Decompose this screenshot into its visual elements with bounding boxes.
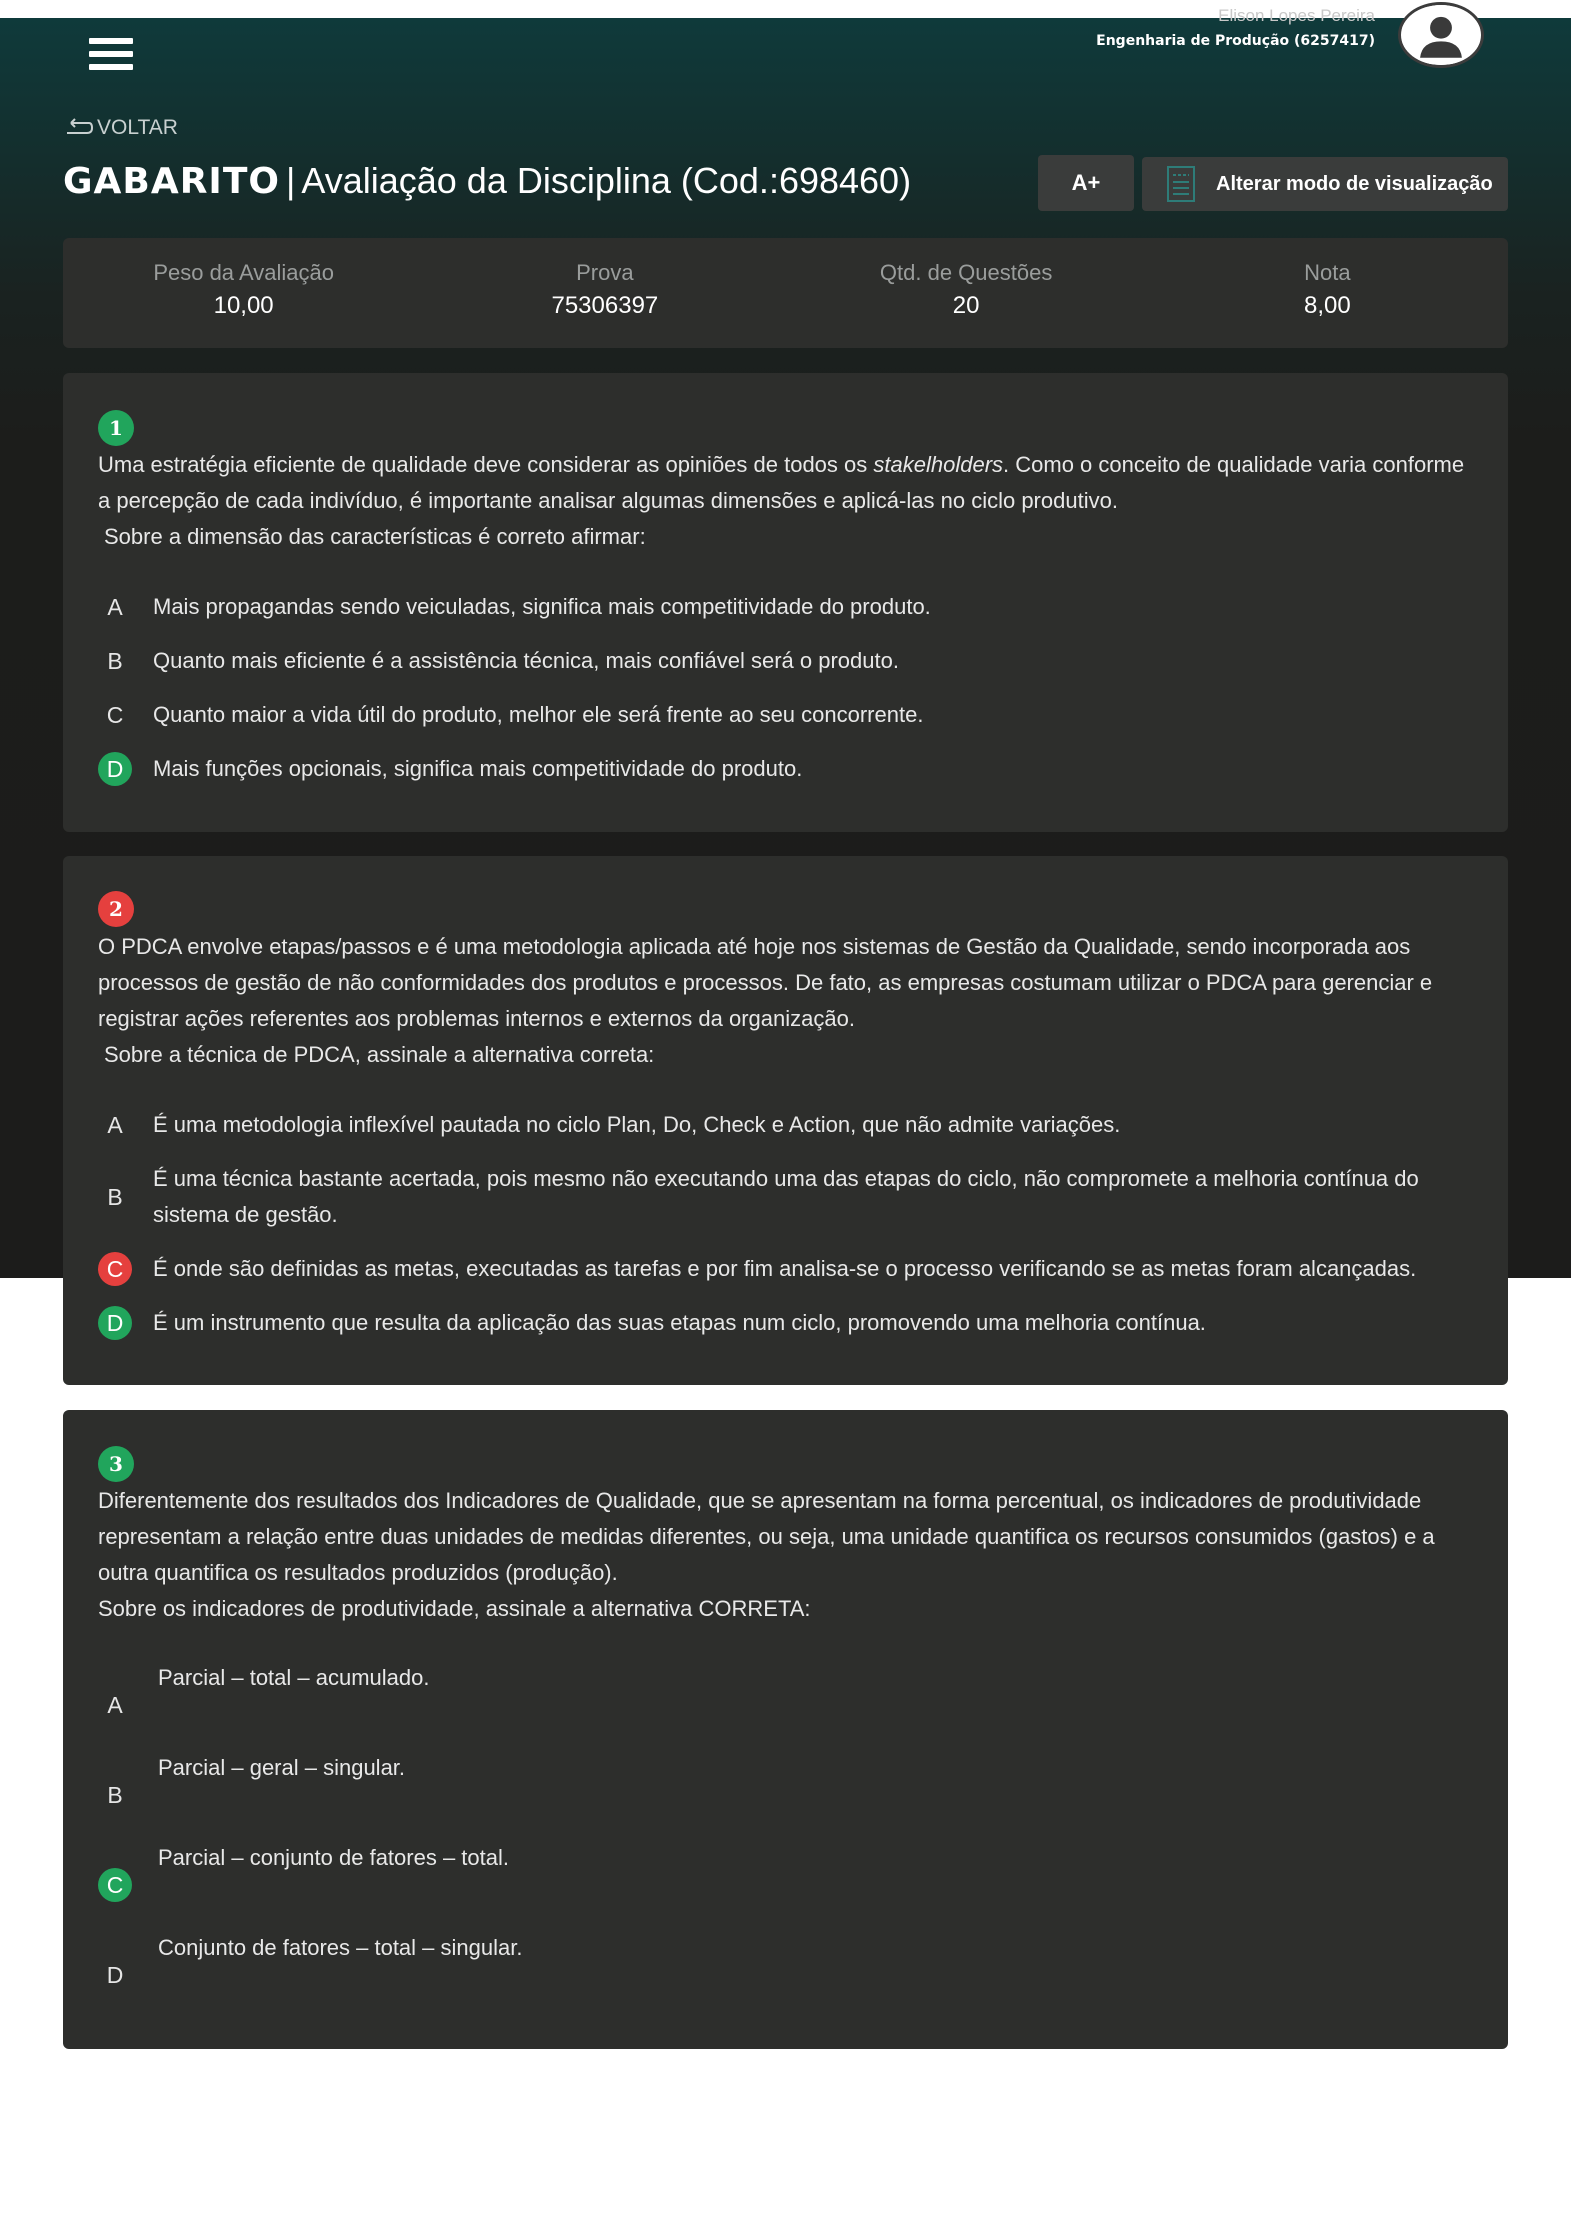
question-text-part: Uma estratégia eficiente de qualidade deve considerar as opiniões de todos os — [98, 452, 874, 477]
summary-value: 10,00 — [213, 292, 274, 319]
option-letter-correct: D — [98, 752, 132, 786]
option-letter: B — [107, 647, 123, 674]
option-text: Mais funções opcionais, significa mais competitividade do produto. — [153, 756, 803, 781]
option-text: É onde são definidas as metas, executadas as tarefas e por fim analisa-se o processo verificando se as metas foram alcançadas. — [153, 1256, 1417, 1281]
question-text-italic: stakelholders — [873, 452, 1004, 477]
option-text: É uma técnica bastante acertada, pois mesmo não executando uma das etapas do ciclo, não compromete a melhoria contínua do sistema de gestão. — [153, 1166, 1419, 1227]
question-number-badge: 2 — [98, 891, 134, 927]
summary-panel — [63, 238, 1508, 348]
question-card-2 — [63, 856, 1508, 1385]
option-text: Parcial – geral – singular. — [158, 1755, 406, 1780]
question-text — [98, 1483, 1478, 1627]
question-number-badge: 3 — [98, 1446, 134, 1482]
summary-label: Nota — [1304, 260, 1351, 285]
option-letter-wrong: C — [98, 1252, 132, 1286]
summary-exam — [424, 238, 785, 348]
menu-icon[interactable] — [89, 38, 133, 78]
question-text — [98, 929, 1478, 1073]
question-prompt: Sobre os indicadores de produtividade, assinale a alternativa CORRETA: — [98, 1596, 811, 1621]
option-text: Parcial – conjunto de fatores – total. — [158, 1845, 509, 1870]
question-card-1 — [63, 373, 1508, 832]
view-mode-label: Alterar modo de visualização — [1216, 172, 1493, 195]
option-d[interactable] — [98, 1930, 1478, 1992]
option-c[interactable] — [98, 1251, 1478, 1287]
summary-question-count — [786, 238, 1147, 348]
option-text: Conjunto de fatores – total – singular. — [158, 1935, 523, 1960]
page-title — [63, 160, 911, 202]
question-number-badge: 1 — [98, 410, 134, 446]
option-letter: A — [107, 1691, 123, 1718]
option-b[interactable] — [98, 1750, 1478, 1812]
option-a[interactable] — [98, 1660, 1478, 1722]
option-letter: B — [107, 1781, 123, 1808]
page-title-bold: GABARITO — [63, 161, 280, 202]
user-course: Engenharia de Produção (6257417) — [1096, 33, 1375, 49]
option-c[interactable] — [98, 697, 1478, 733]
user-name: Elison Lopes Pereira — [1218, 6, 1375, 25]
question-card-3 — [63, 1410, 1508, 2049]
question-text — [98, 447, 1478, 555]
option-letter: C — [106, 701, 124, 728]
summary-label: Prova — [576, 260, 634, 285]
summary-grade — [1147, 238, 1508, 348]
option-letter: A — [107, 1111, 123, 1138]
summary-weight — [63, 238, 424, 348]
option-b[interactable] — [98, 643, 1478, 679]
font-size-button[interactable]: A+ — [1038, 155, 1134, 211]
option-text: Quanto maior a vida útil do produto, melhor ele será frente ao seu concorrente. — [153, 702, 924, 727]
back-arrow-icon — [63, 118, 93, 138]
summary-label: Peso da Avaliação — [153, 260, 334, 285]
option-letter: A — [107, 593, 123, 620]
view-mode-button[interactable] — [1142, 157, 1508, 211]
option-c[interactable] — [98, 1840, 1478, 1902]
option-d[interactable] — [98, 1305, 1478, 1341]
back-label: VOLTAR — [97, 116, 178, 139]
option-text: É uma metodologia inflexível pautada no ciclo Plan, Do, Check e Action, que não admite variações. — [153, 1112, 1121, 1137]
option-text: Parcial – total – acumulado. — [158, 1665, 430, 1690]
option-a[interactable] — [98, 589, 1478, 625]
option-letter-correct: D — [98, 1306, 132, 1340]
option-b[interactable] — [98, 1161, 1478, 1233]
option-a[interactable] — [98, 1107, 1478, 1143]
option-letter-correct: C — [98, 1868, 132, 1902]
back-link[interactable] — [63, 116, 178, 140]
question-prompt: Sobre a técnica de PDCA, assinale a alternativa correta: — [104, 1042, 655, 1067]
summary-value: 20 — [952, 292, 980, 319]
option-letter: B — [107, 1183, 123, 1210]
question-text-body: O PDCA envolve etapas/passos e é uma metodologia aplicada até hoje nos sistemas de Gestão da Qualidade, sendo incorporada aos processos de gestão de não conformidades dos produtos e processos. De fato, as empresas costumam utilizar o PDCA para gerenciar e registrar ações referentes aos problemas internos e externos da organização. — [98, 934, 1433, 1031]
question-text-part: . Como o conceito de qualidade varia conforme a percepção de cada indivíduo, é importante analisar algumas dimensões e aplicá-las no ciclo produtivo. — [98, 452, 1465, 513]
option-text: Quanto mais eficiente é a assistência técnica, mais confiável será o produto. — [153, 648, 899, 673]
option-text: Mais propagandas sendo veiculadas, significa mais competitividade do produto. — [153, 594, 931, 619]
option-letter: D — [106, 1961, 124, 1988]
option-d[interactable] — [98, 751, 1478, 787]
page-title-rest: Avaliação da Disciplina (Cod.:698460) — [301, 160, 912, 201]
document-icon — [1166, 165, 1196, 203]
page-title-separator: | — [286, 160, 296, 201]
avatar-icon[interactable] — [1398, 2, 1484, 68]
summary-label: Qtd. de Questões — [879, 260, 1053, 285]
summary-value: 75306397 — [551, 292, 659, 319]
option-text: É um instrumento que resulta da aplicação das suas etapas num ciclo, promovendo uma melhoria contínua. — [153, 1310, 1206, 1335]
question-text-body: Diferentemente dos resultados dos Indicadores de Qualidade, que se apresentam na forma percentual, os indicadores de produtividade representam a relação entre duas unidades de medidas diferentes, ou seja, uma unidade quantifica os recursos consumidos (gastos) e a outra quantifica os resultados produzidos (produção). — [98, 1488, 1435, 1585]
summary-value: 8,00 — [1304, 292, 1351, 319]
question-prompt: Sobre a dimensão das características é correto afirmar: — [104, 524, 646, 549]
